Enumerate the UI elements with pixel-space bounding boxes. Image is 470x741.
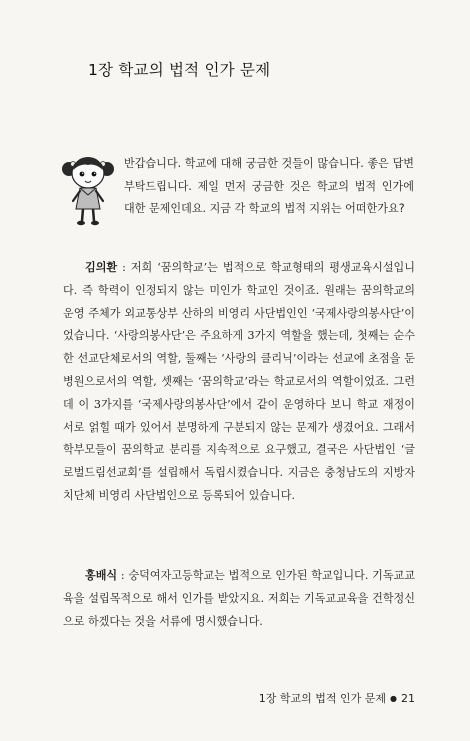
speaker-name: 홍배식 [85, 569, 118, 582]
question-text: 반갑습니다. 학교에 대해 궁금한 것들이 많습니다. 좋은 답변 부탁드립니다. 제일 먼저 궁금한 것은 학교의 법적 인가에 대한 문제인데요. 지금 각 학교의 법적 지위는 어떠한가요? [124, 157, 414, 215]
answer-paragraph [63, 257, 415, 508]
running-title: 1장 학교의 법적 인가 문제 [258, 692, 387, 705]
girl-illustration [62, 151, 114, 229]
speaker-name: 김의환 [85, 261, 118, 274]
bullet-icon: ● [390, 694, 397, 703]
answer-text: : 저희 ‘꿈의학교’는 법적으로 학교형태의 평생교육시설입니다. 즉 학력이 인정되지 않는 미인가 학교인 것이죠. 원래는 꿈의학교의 운영 주체가 외교통상부 산하의 비영리 사단법인인 ‘국제사랑의봉사단’이었습니다. ‘사랑의봉사단’은 주요하게 3가지 역할을 했는데, 첫째는 순수한 선교단체로서의 역할, 둘째는 ‘사랑의 클리닉’이라는 선교에 초점을 둔 병원으로서의 역할, 셋째는 ‘꿈의학교’라는 학교로서의 역할이었죠. 그런데 이 3가지를 ‘국제사랑의봉사단’에서 같이 운영하다 보니 학교 재정이 서로 얽힐 때가 있어서 분명하게 구분되지 않는 문제가 생겼어요. 그래서 학부모들이 꿈의학교 분리를 지속적으로 요구했고, 결국은 사단법인 ‘글로벌드림선교회’를 설립해서 독립시켰습니다. 지금은 충청남도의 지방자치단체 비영리 사단법인으로 등록되어 있습니다. [63, 261, 415, 502]
answer-paragraph [63, 565, 415, 633]
chapter-title: 1장 학교의 법적 인가 문제 [88, 61, 271, 79]
page-footer [259, 690, 415, 706]
answer-text: : 숭덕여자고등학교는 법적으로 인가된 학교입니다. 기독교교육을 설립목적으로 해서 인가를 받았지요. 저희는 기독교교육을 건학정신으로 하겠다는 것을 서류에 명시했습니다. [63, 569, 415, 628]
page-number: 21 [401, 692, 415, 705]
